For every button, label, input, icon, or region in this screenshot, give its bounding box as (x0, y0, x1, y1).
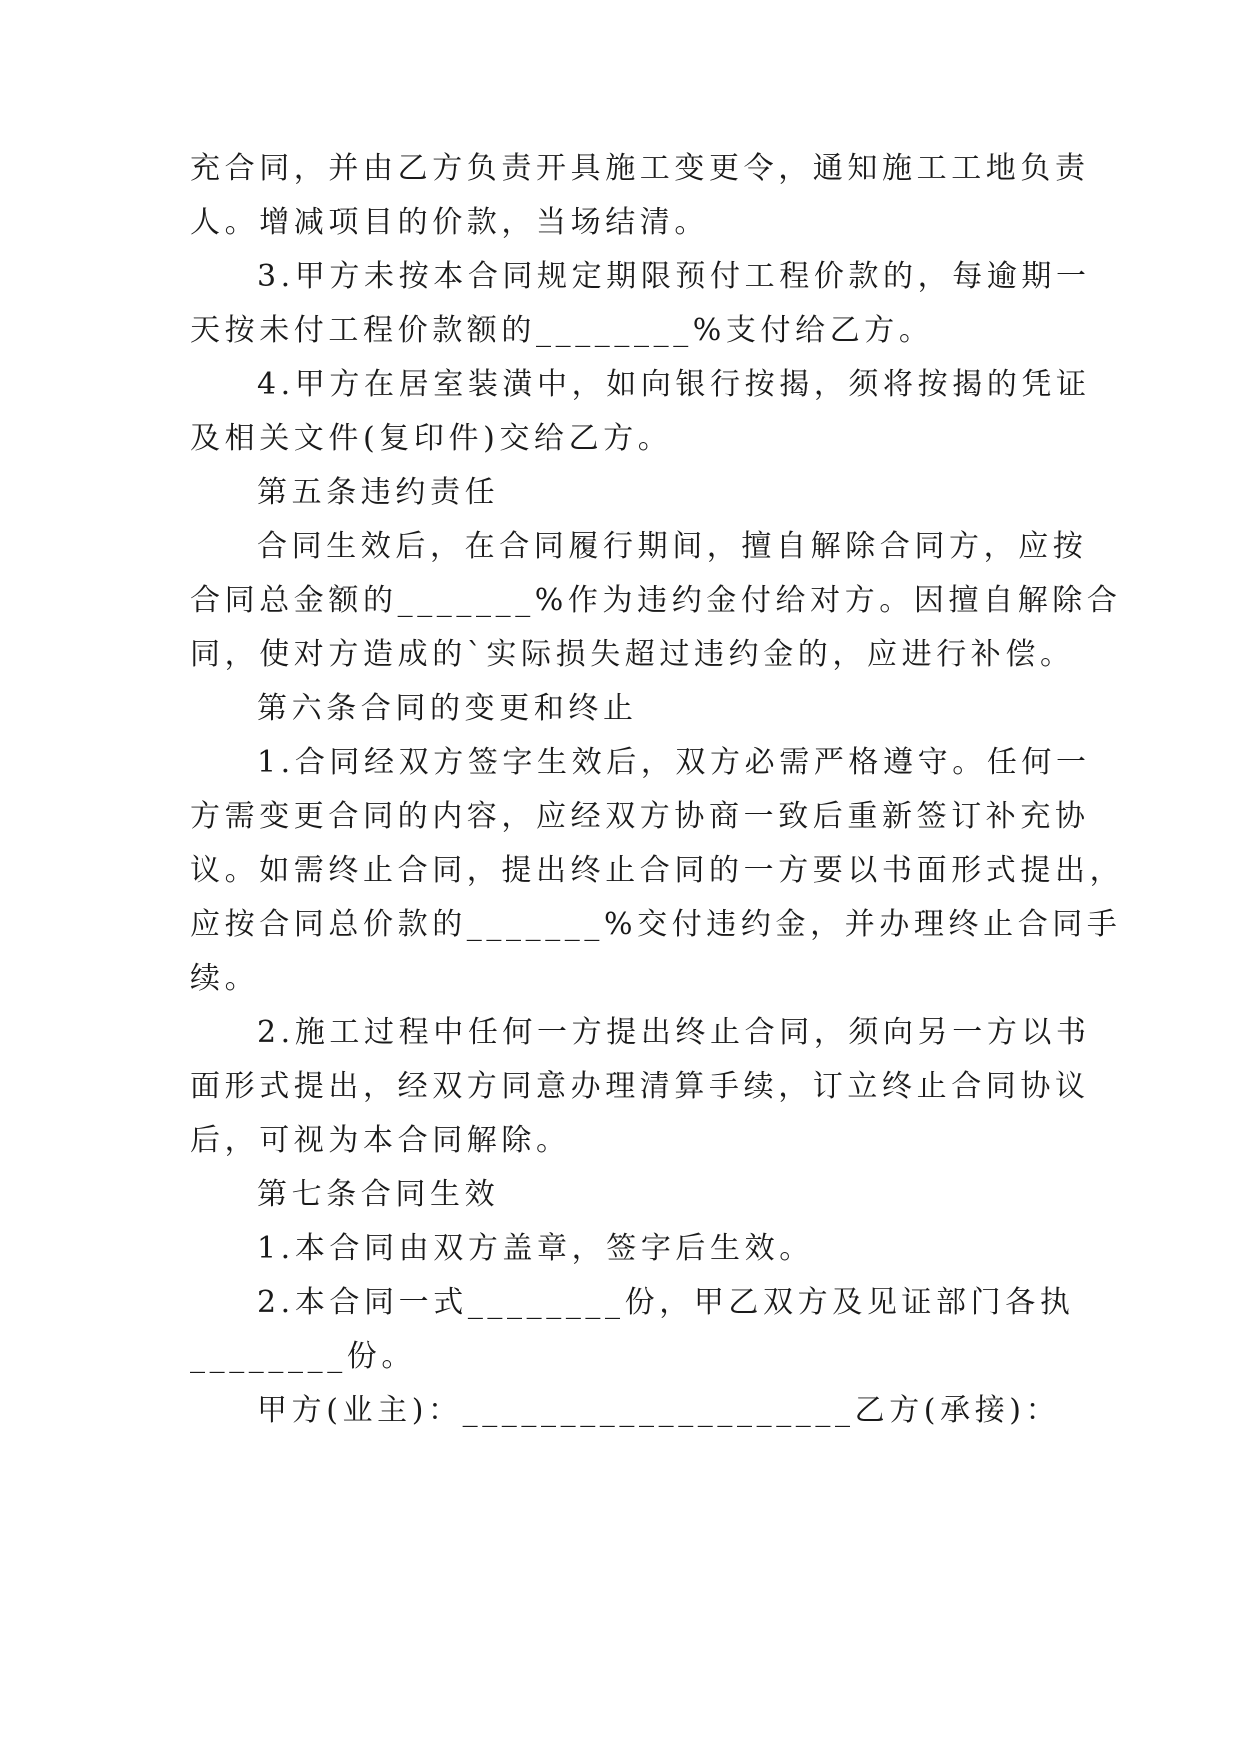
text-line: 天按未付工程价款额的________%支付给乙方。 (190, 313, 934, 348)
text-line: 4.甲方在居室装潢中，如向银行按揭，须将按揭的凭证 (257, 367, 1091, 402)
text-line: 3.甲方未按本合同规定期限预付工程价款的，每逾期一 (257, 259, 1091, 294)
text-line: 后，可视为本合同解除。 (190, 1123, 571, 1158)
signature-line: 甲方(业主)：____________________乙方(承接)： (257, 1393, 1061, 1428)
text-line: 1.合同经双方签字生效后，双方必需严格遵守。任何一 (257, 745, 1091, 780)
section-heading: 第六条合同的变更和终止 (257, 691, 638, 726)
text-line: 2.本合同一式________份，甲乙双方及见证部门各执 (257, 1285, 1075, 1320)
text-line: 议。如需终止合同，提出终止合同的一方要以书面形式提出， (190, 853, 1125, 888)
text-line: 续。 (190, 961, 260, 996)
text-line: 2.施工过程中任何一方提出终止合同，须向另一方以书 (257, 1015, 1091, 1050)
text-line: ________份。 (190, 1339, 416, 1374)
text-line: 合同总金额的_______%作为违约金付给对方。因擅自解除合 (190, 583, 1122, 618)
section-heading: 第七条合同生效 (257, 1177, 500, 1212)
text-line: 应按合同总价款的_______%交付违约金，并办理终止合同手 (190, 907, 1122, 942)
text-line: 及相关文件(复印件)交给乙方。 (190, 421, 673, 456)
text-line: 人。增减项目的价款，当场结清。 (190, 205, 709, 240)
text-line: 1.本合同由双方盖章，签字后生效。 (257, 1231, 814, 1266)
text-line: 同，使对方造成的`实际损失超过违约金的，应进行补偿。 (190, 637, 1075, 672)
section-heading: 第五条违约责任 (257, 475, 500, 510)
text-line: 面形式提出，经双方同意办理清算手续，订立终止合同协议 (190, 1069, 1090, 1104)
text-line: 方需变更合同的内容，应经双方协商一致后重新签订补充协 (190, 799, 1090, 834)
text-line: 充合同，并由乙方负责开具施工变更令，通知施工工地负责 (190, 151, 1090, 186)
text-line: 合同生效后，在合同履行期间，擅自解除合同方，应按 (257, 529, 1088, 564)
